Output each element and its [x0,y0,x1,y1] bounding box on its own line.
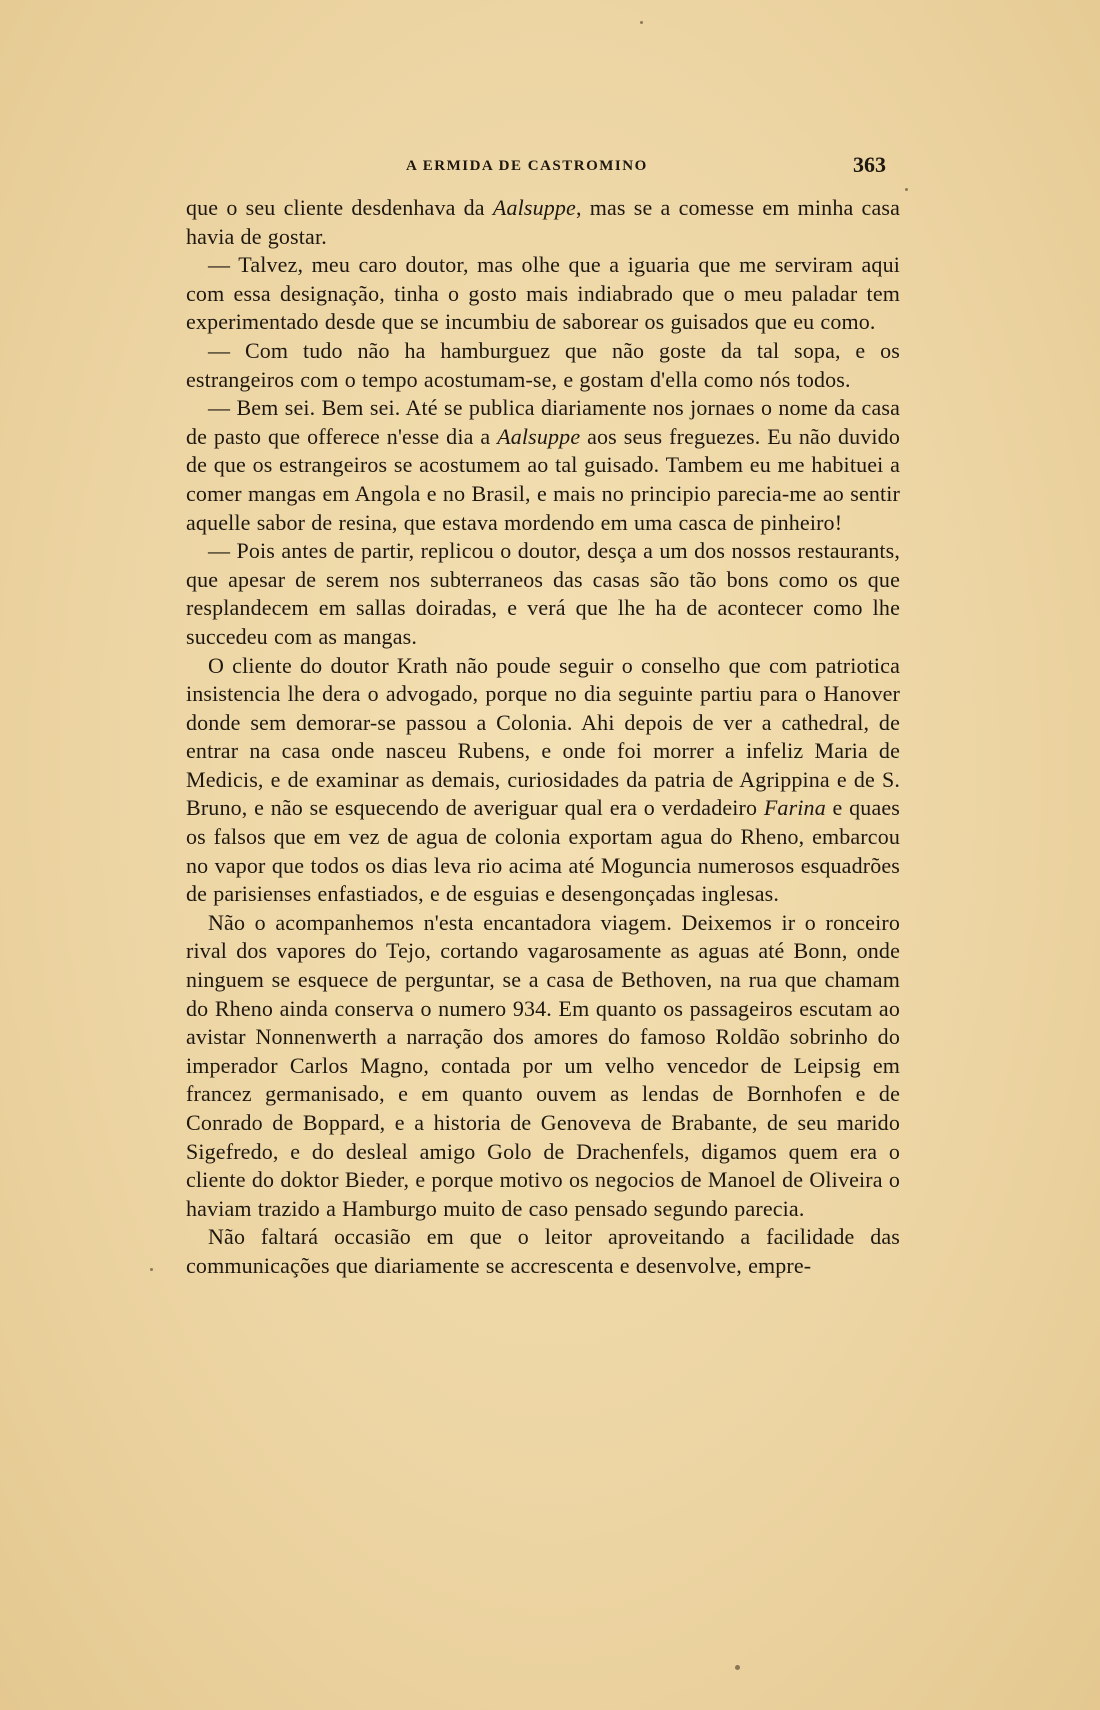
text-run: Não faltará occasião em que o leitor aproveitando a facilidade das communicações que diariamente se accrescenta e desenvolve, empre- [186,1224,900,1278]
text-run: Não o acompanhemos n'esta encantadora viagem. Deixemos ir o ronceiro rival dos vapores do Tejo, cortando vagarosamente as aguas até Bonn, onde ninguem se esquece de perguntar, se a casa de Bethoven, na rua que chamam do Rheno ainda conserva o numero 934. Em quanto os passageiros escutam ao avistar Nonnenwerth a narração dos amores do famoso Roldão sobrinho do imperador Carlos Magno, contada por um velho vencedor de Leipsig em francez germanisado, e em quanto ouvem as lendas de Bornhofen e de Conrado de Boppard, e a historia de Genoveva de Brabante, de seu marido Sigefredo, e do desleal amigo Golo de Drachenfels, digamos quem era o cliente do doktor Bieder, e porque motivo os negocios de Manoel de Oliveira o haviam trazido a Hamburgo muito de caso pensado segundo parecia. [186,909,900,1221]
text-run: e quaes os falsos que em vez de agua de colonia exportam agua do Rheno, embarcou no vapor que todos os dias leva rio acima até Moguncia numerosos esquadrões de parisienses enfastiados, e de esguias e desengonçadas inglesas. [186,795,900,907]
paper-speck [905,188,908,191]
paper-speck [640,21,643,24]
text-run: — Pois antes de partir, replicou o doutor, desça a um dos nossos restaurants, que apesar de serem nos subterraneos das casas são tão bons como os que resplandecem em sallas doiradas, e verá que lhe ha de acontecer como lhe succedeu com as mangas. [186,538,900,649]
body-text [186,194,900,1281]
italic-term: Aalsuppe [497,423,581,449]
text-run: — Com tudo não ha hamburguez que não goste da tal sopa, e os estrangeiros com o tempo acostumam-se, e gostam d'ella como nós todos. [186,337,900,392]
paper-speck [735,1665,740,1670]
running-head [186,152,900,186]
italic-term: Farina [763,795,826,821]
text-run: O cliente do doutor Krath não poude seguir o conselho que com patriotica insistencia lhe dera o advogado, porque no dia seguinte partiu para o Hanover donde sem demorar-se passou a Colonia. Ahi depois de ver a cathedral, de entrar na casa onde nasceu Rubens, e onde foi morrer a infeliz Maria de Medicis, e de examinar as demais, curiosidades da patria de Agrippina e de S. Bruno, e não se esquecendo de averiguar qual era o verdadeiro [186,652,900,821]
paragraph [186,251,900,337]
paragraph [186,537,900,651]
paragraph [186,394,900,537]
italic-term: Aalsuppe [492,195,576,220]
text-run: , mas se a comesse em minha casa havia de gostar. [186,195,900,249]
text-run: que o seu cliente desdenhava da [186,195,493,220]
page-number: 363 [853,152,886,177]
paper-speck [150,1268,153,1271]
text-run: — Talvez, meu caro doutor, mas olhe que a iguaria que me serviram aqui com essa designação, tinha o gosto mais indiabrado que o meu paladar tem experimentado desde que se incumbiu de saborear os guisados que eu como. [186,252,900,335]
paragraph [186,194,900,251]
book-page [186,152,900,1612]
paragraph [186,652,900,909]
text-run: aos seus freguezes. Eu não duvido de que os estrangeiros se acostumem ao tal guisado. Tambem eu me habituei a comer mangas em Angola e no Brasil, e mais no principio parecia-me ao sentir aquelle sabor de resina, que estava mordendo em uma casca de pinheiro! [186,423,900,535]
running-head-title: A ERMIDA DE CASTROMINO [406,158,648,174]
paragraph [186,337,900,394]
paragraph [186,1223,900,1280]
paragraph [186,909,900,1224]
text-run: — Bem sei. Bem sei. Até se publica diariamente nos jornaes o nome da casa de pasto que offerece n'esse dia a [186,395,900,449]
